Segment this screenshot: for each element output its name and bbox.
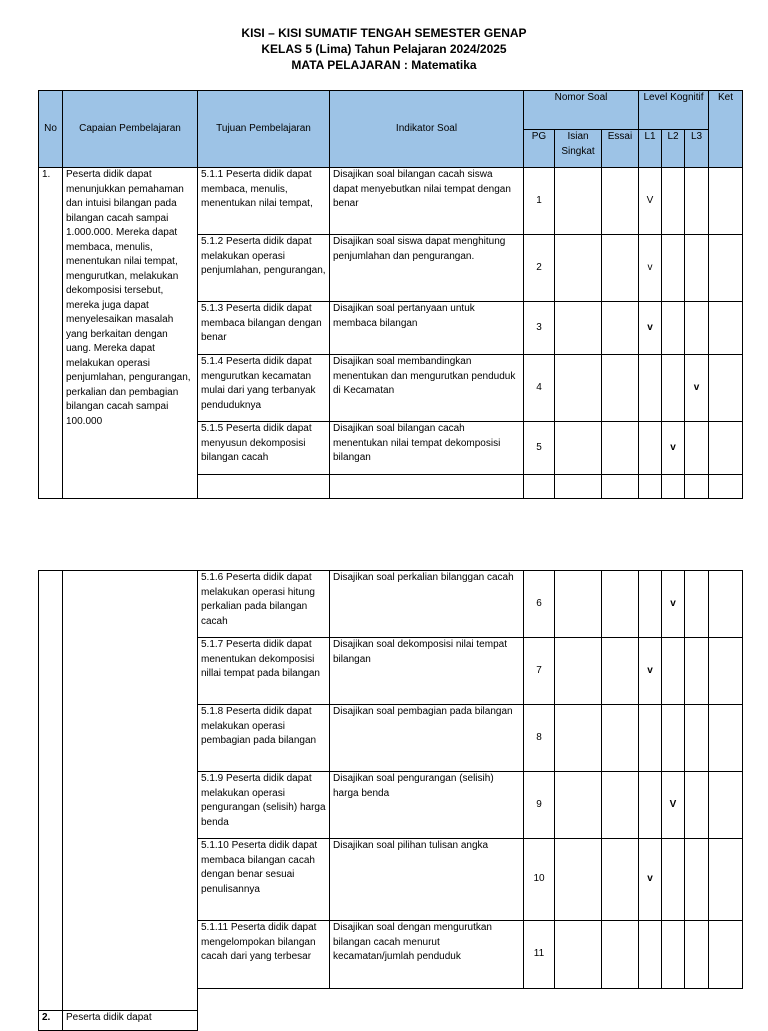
doc-title-line-3: MATA PELAJARAN : Matematika xyxy=(291,58,477,72)
essai-cell xyxy=(602,571,639,638)
indikator-cell: Disajikan soal dengan mengurutkan bilangan cacah menurut kecamatan/jumlah penduduk xyxy=(330,921,524,989)
header-l2: L2 xyxy=(662,130,685,168)
section-number: 2. xyxy=(39,1011,63,1031)
header-indikator: Indikator Soal xyxy=(330,91,524,168)
tujuan-cell: 5.1.3 Peserta didik dapat membaca bilangan dengan benar xyxy=(198,302,330,355)
capaian-pembelajaran-text: Peserta didik dapat menunjukkan pemahaman dan intuisi bilangan pada bilangan cacah sampai 1.000.000. Mereka dapat membaca, menulis, menentukan nilai tempat, mengurutkan, melakukan dekomposisi tersebut, mereka juga dapat menyelesaikan masalah yang berkaitan dengan uang. Mereka dapat melakukan operasi penjumlahan, pengurangan, perkalian dan pembagian bilangan cacah sampai 100.000 xyxy=(63,168,198,499)
essai-cell xyxy=(602,355,639,422)
l2-check-cell xyxy=(662,705,685,772)
header-essai: Essai xyxy=(602,130,639,168)
header-level-kognitif: Level Kognitif xyxy=(639,91,709,130)
isian-cell xyxy=(555,235,602,302)
indikator-cell: Disajikan soal pembagian pada bilangan xyxy=(330,705,524,772)
essai-cell xyxy=(602,705,639,772)
header-l1: L1 xyxy=(639,130,662,168)
header-pg: PG xyxy=(524,130,555,168)
l1-check-cell xyxy=(639,921,662,989)
isian-cell xyxy=(555,168,602,235)
isian-cell xyxy=(555,705,602,772)
ket-cell xyxy=(709,355,743,422)
essai-cell xyxy=(602,422,639,475)
l3-check-cell xyxy=(685,235,709,302)
tujuan-cell: 5.1.8 Peserta didik dapat melakukan operasi pembagian pada bilangan xyxy=(198,705,330,772)
l3-check-cell xyxy=(685,571,709,638)
l3-check-cell xyxy=(685,839,709,921)
l2-check-cell xyxy=(662,355,685,422)
indikator-cell: Disajikan soal siswa dapat menghitung penjumlahan dan pengurangan. xyxy=(330,235,524,302)
tujuan-cell: 5.1.7 Peserta didik dapat menentukan dekomposisi nillai tempat pada bilangan xyxy=(198,638,330,705)
pg-number-cell: 6 xyxy=(524,571,555,638)
pg-number-cell: 4 xyxy=(524,355,555,422)
table-row xyxy=(39,1011,743,1031)
essai-cell xyxy=(602,839,639,921)
isian-cell xyxy=(555,571,602,638)
ket-cell xyxy=(709,571,743,638)
section-number-continued xyxy=(39,571,63,1011)
pg-number-cell: 7 xyxy=(524,638,555,705)
l1-check-cell: v xyxy=(639,235,662,302)
essai-cell xyxy=(602,921,639,989)
l2-check-cell xyxy=(662,839,685,921)
l2-check-cell xyxy=(662,921,685,989)
pg-number-cell: 1 xyxy=(524,168,555,235)
l2-check-cell: v xyxy=(662,571,685,638)
header-l3: L3 xyxy=(685,130,709,168)
ket-cell xyxy=(709,422,743,475)
indikator-cell: Disajikan soal pertanyaan untuk membaca bilangan xyxy=(330,302,524,355)
l1-check-cell xyxy=(639,705,662,772)
indikator-cell: Disajikan soal perkalian bilanggan cacah xyxy=(330,571,524,638)
l1-check-cell: v xyxy=(639,839,662,921)
pg-number-cell: 9 xyxy=(524,772,555,839)
isian-cell xyxy=(555,355,602,422)
l1-check-cell: v xyxy=(639,638,662,705)
tujuan-cell: 5.1.4 Peserta didik dapat mengurutkan kecamatan mulai dari yang terbanyak penduduknya xyxy=(198,355,330,422)
indikator-cell: Disajikan soal pilihan tulisan angka xyxy=(330,839,524,921)
tujuan-cell: 5.1.2 Peserta didik dapat melakukan operasi penjumlahan, pengurangan, xyxy=(198,235,330,302)
ket-cell xyxy=(709,638,743,705)
table-row xyxy=(39,571,743,638)
tujuan-cell: 5.1.1 Peserta didik dapat membaca, menulis, menentukan nilai tempat, xyxy=(198,168,330,235)
l3-check-cell xyxy=(685,422,709,475)
header-tujuan: Tujuan Pembelajaran xyxy=(198,91,330,168)
ket-cell xyxy=(709,235,743,302)
isian-cell xyxy=(555,638,602,705)
isian-cell xyxy=(555,302,602,355)
tujuan-cell: 5.1.11 Peserta didik dapat mengelompokan bilangan cacah dari yang terbesar xyxy=(198,921,330,989)
tujuan-cell: 5.1.5 Peserta didik dapat menyusun dekomposisi bilangan cacah xyxy=(198,422,330,475)
tujuan-cell: 5.1.10 Peserta didik dapat membaca bilangan cacah dengan benar sesuai penulisannya xyxy=(198,839,330,921)
l1-check-cell xyxy=(639,422,662,475)
essai-cell xyxy=(602,168,639,235)
pg-number-cell: 5 xyxy=(524,422,555,475)
kisi-table-page-1 xyxy=(38,90,743,499)
essai-cell xyxy=(602,772,639,839)
indikator-cell: Disajikan soal dekomposisi nilai tempat bilangan xyxy=(330,638,524,705)
pg-number-cell: 2 xyxy=(524,235,555,302)
essai-cell xyxy=(602,235,639,302)
ket-cell xyxy=(709,772,743,839)
l3-check-cell xyxy=(685,168,709,235)
section-number: 1. xyxy=(39,168,63,499)
ket-cell xyxy=(709,302,743,355)
isian-cell xyxy=(555,772,602,839)
table-row xyxy=(39,168,743,235)
tujuan-cell: 5.1.6 Peserta didik dapat melakukan operasi hitung perkalian pada bilangan cacah xyxy=(198,571,330,638)
l3-check-cell xyxy=(685,921,709,989)
l2-check-cell xyxy=(662,638,685,705)
ket-cell xyxy=(709,168,743,235)
header-isian-singkat: Isian Singkat xyxy=(555,130,602,168)
l1-check-cell xyxy=(639,571,662,638)
pg-number-cell: 3 xyxy=(524,302,555,355)
doc-title-line-1: KISI – KISI SUMATIF TENGAH SEMESTER GENAP xyxy=(241,26,527,40)
l1-check-cell xyxy=(639,355,662,422)
l3-check-cell xyxy=(685,772,709,839)
essai-cell xyxy=(602,638,639,705)
ket-cell xyxy=(709,705,743,772)
indikator-cell: Disajikan soal membandingkan menentukan dan mengurutkan penduduk di Kecamatan xyxy=(330,355,524,422)
l1-check-cell: v xyxy=(639,302,662,355)
header-nomor-soal: Nomor Soal xyxy=(524,91,639,130)
isian-cell xyxy=(555,839,602,921)
header-no: No xyxy=(39,91,63,168)
pg-number-cell: 10 xyxy=(524,839,555,921)
capaian-pembelajaran-text: Peserta didik dapat xyxy=(63,1011,198,1031)
indikator-cell: Disajikan soal bilangan cacah siswa dapat menyebutkan nilai tempat dengan benar xyxy=(330,168,524,235)
ket-cell xyxy=(709,921,743,989)
l3-check-cell xyxy=(685,705,709,772)
tujuan-cell: 5.1.9 Peserta didik dapat melakukan operasi pengurangan (selisih) harga benda xyxy=(198,772,330,839)
indikator-cell: Disajikan soal bilangan cacah menentukan nilai tempat dekomposisi bilangan xyxy=(330,422,524,475)
pg-number-cell: 11 xyxy=(524,921,555,989)
l2-check-cell xyxy=(662,235,685,302)
essai-cell xyxy=(602,302,639,355)
header-capaian: Capaian Pembelajaran xyxy=(63,91,198,168)
l2-check-cell: v xyxy=(662,422,685,475)
ket-cell xyxy=(709,839,743,921)
l3-check-cell: v xyxy=(685,355,709,422)
doc-title-line-2: KELAS 5 (Lima) Tahun Pelajaran 2024/2025 xyxy=(261,42,507,56)
l1-check-cell: V xyxy=(639,168,662,235)
header-ket: Ket xyxy=(709,91,743,168)
isian-cell xyxy=(555,921,602,989)
l1-check-cell xyxy=(639,772,662,839)
pg-number-cell: 8 xyxy=(524,705,555,772)
l2-check-cell: V xyxy=(662,772,685,839)
l2-check-cell xyxy=(662,168,685,235)
l3-check-cell xyxy=(685,302,709,355)
capaian-continued xyxy=(63,571,198,1011)
l2-check-cell xyxy=(662,302,685,355)
kisi-table-page-2 xyxy=(38,570,743,1031)
l3-check-cell xyxy=(685,638,709,705)
indikator-cell: Disajikan soal pengurangan (selisih) harga benda xyxy=(330,772,524,839)
isian-cell xyxy=(555,422,602,475)
